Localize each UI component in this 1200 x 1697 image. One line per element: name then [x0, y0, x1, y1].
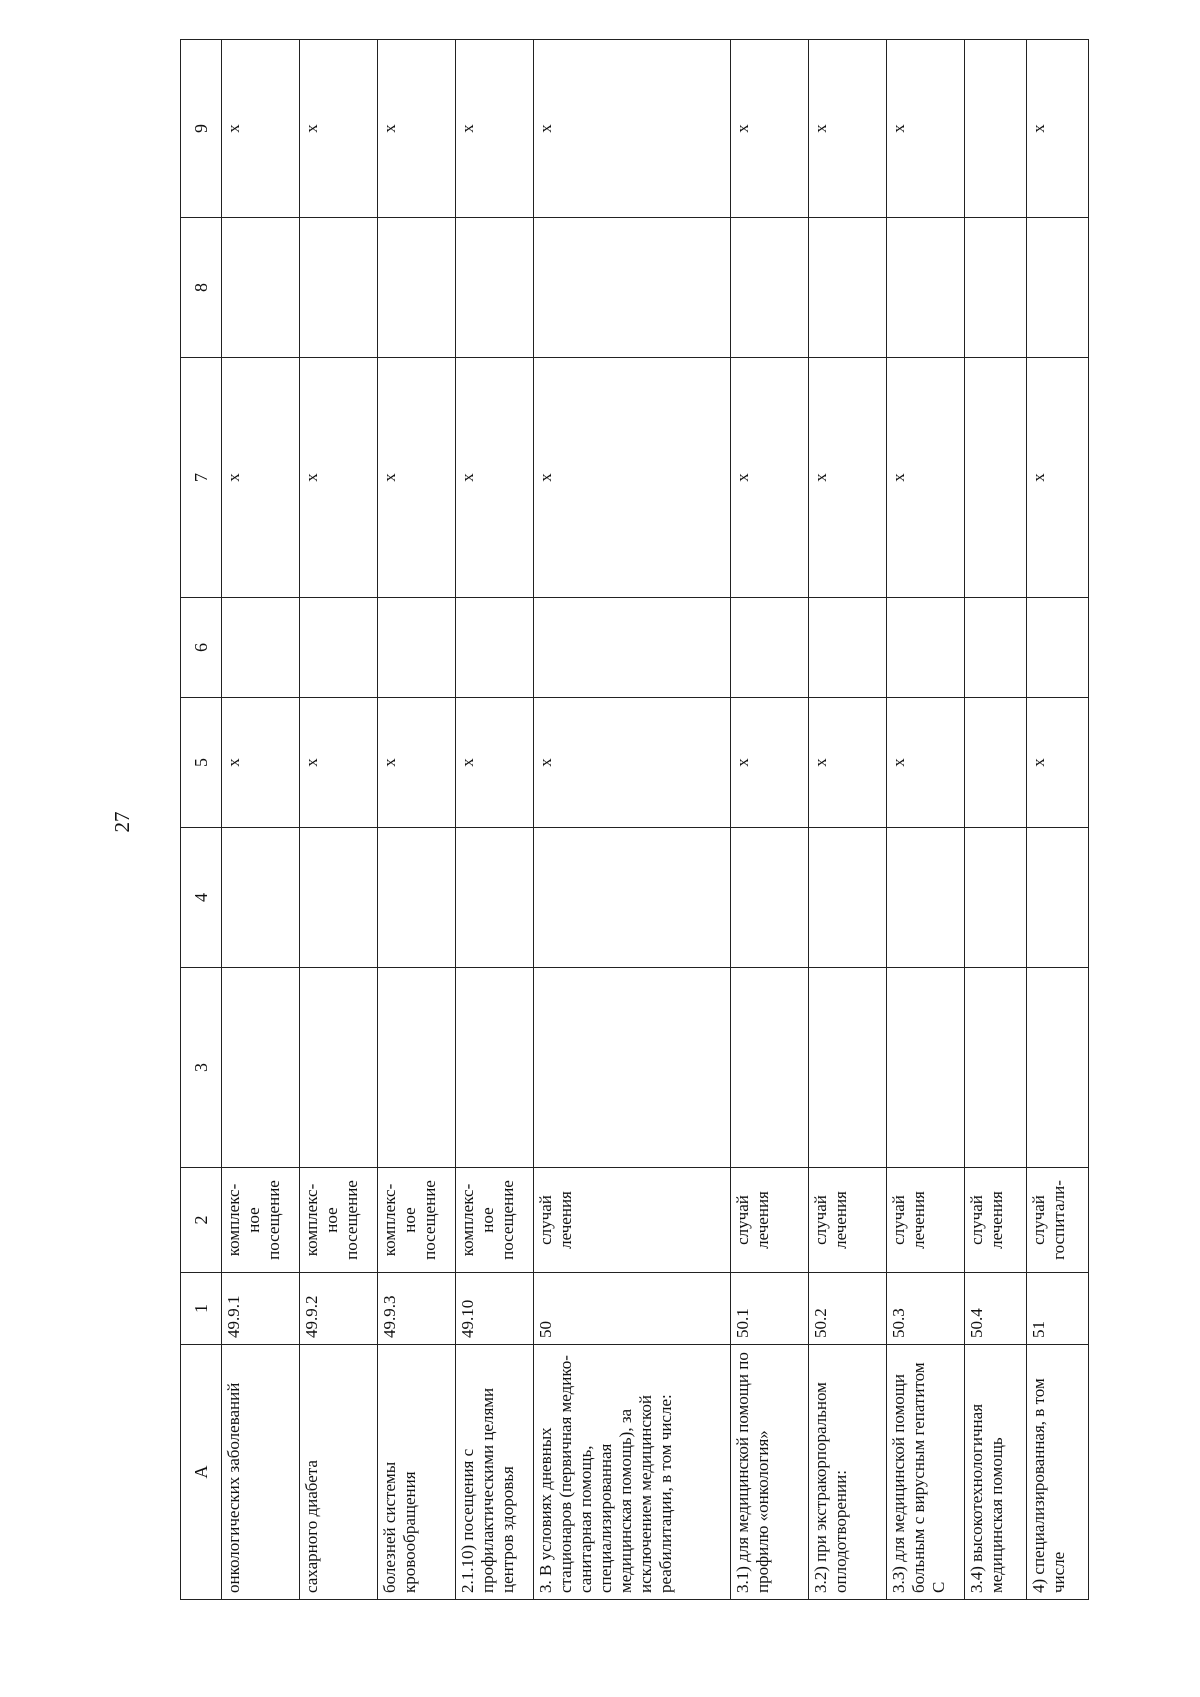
cell-col4 [456, 828, 534, 968]
cell-col8 [731, 218, 809, 358]
cell-col8 [809, 218, 887, 358]
header-6: 6 [181, 598, 222, 698]
cell-col5: x [809, 698, 887, 828]
cell-col7: x [378, 358, 456, 598]
cell-col9: x [378, 40, 456, 218]
cell-col6 [731, 598, 809, 698]
cell-col9: x [222, 40, 300, 218]
cell-col5: x [456, 698, 534, 828]
cell-col3 [809, 968, 887, 1168]
cell-col4 [300, 828, 378, 968]
row-name: 3.4) высокотехнологичная медицинская помощь [965, 1345, 1027, 1600]
cell-col6 [534, 598, 731, 698]
cell-col3 [534, 968, 731, 1168]
rotated-page [110, 40, 1080, 1600]
cell-col3 [300, 968, 378, 1168]
header-7: 7 [181, 358, 222, 598]
header-5: 5 [181, 698, 222, 828]
cell-col4 [965, 828, 1027, 968]
row-name: болезней системы кровообращения [378, 1345, 456, 1600]
row-unit: случай лечения [534, 1168, 731, 1273]
cell-col8 [222, 218, 300, 358]
row-unit: случай госпитали- [1027, 1168, 1089, 1273]
row-name: сахарного диабета [300, 1345, 378, 1600]
cell-col8 [378, 218, 456, 358]
table-row [887, 40, 965, 1600]
cell-col7: x [887, 358, 965, 598]
table-row [456, 40, 534, 1600]
cell-col6 [300, 598, 378, 698]
cell-col5: x [731, 698, 809, 828]
cell-col6 [1027, 598, 1089, 698]
row-name: 3.2) при экстракорпоральном оплодотворении: [809, 1345, 887, 1600]
table-row [378, 40, 456, 1600]
cell-col7: x [456, 358, 534, 598]
header-3: 3 [181, 968, 222, 1168]
row-unit: комплекс- ное посещение [378, 1168, 456, 1273]
row-name: 2.1.10) посещения с профилактическими целями центров здоровья [456, 1345, 534, 1600]
cell-col7 [965, 358, 1027, 598]
cell-col5: x [378, 698, 456, 828]
cell-col5 [965, 698, 1027, 828]
cell-col5: x [222, 698, 300, 828]
cell-col9: x [534, 40, 731, 218]
cell-col7: x [300, 358, 378, 598]
cell-col9: x [887, 40, 965, 218]
header-4: 4 [181, 828, 222, 968]
cell-col7: x [534, 358, 731, 598]
cell-col4 [1027, 828, 1089, 968]
cell-col6 [887, 598, 965, 698]
table-row [965, 40, 1027, 1600]
cell-col6 [965, 598, 1027, 698]
cell-col9: x [300, 40, 378, 218]
cell-col3 [965, 968, 1027, 1168]
cell-col6 [456, 598, 534, 698]
cell-col4 [378, 828, 456, 968]
row-name: 3.3) для медицинской помощи больным с вирусным гепатитом С [887, 1345, 965, 1600]
cell-col4 [222, 828, 300, 968]
table-row [534, 40, 731, 1600]
table-row [809, 40, 887, 1600]
cell-col3 [1027, 968, 1089, 1168]
row-number: 50.4 [965, 1273, 1027, 1345]
cell-col8 [456, 218, 534, 358]
row-number: 50.1 [731, 1273, 809, 1345]
row-number: 49.9.2 [300, 1273, 378, 1345]
table-row [222, 40, 300, 1600]
row-unit: комплекс- ное посещение [300, 1168, 378, 1273]
cell-col8 [534, 218, 731, 358]
cell-col5: x [300, 698, 378, 828]
cell-col3 [222, 968, 300, 1168]
cell-col6 [809, 598, 887, 698]
row-unit: случай лечения [731, 1168, 809, 1273]
cell-col5: x [534, 698, 731, 828]
header-row [181, 40, 222, 1600]
cell-col8 [965, 218, 1027, 358]
table-row [300, 40, 378, 1600]
header-9: 9 [181, 40, 222, 218]
row-name: 3.1) для медицинской помощи по профилю «онкология» [731, 1345, 809, 1600]
cell-col7: x [1027, 358, 1089, 598]
row-number: 50.3 [887, 1273, 965, 1345]
header-1: 1 [181, 1273, 222, 1345]
row-unit: комплекс- ное посещение [222, 1168, 300, 1273]
cell-col4 [534, 828, 731, 968]
cell-col8 [300, 218, 378, 358]
cell-col4 [887, 828, 965, 968]
cell-col3 [731, 968, 809, 1168]
cell-col5: x [887, 698, 965, 828]
header-a: A [181, 1345, 222, 1600]
cell-col3 [456, 968, 534, 1168]
table-row [731, 40, 809, 1600]
cell-col9: x [456, 40, 534, 218]
row-unit: случай лечения [965, 1168, 1027, 1273]
cell-col9 [965, 40, 1027, 218]
row-number: 49.9.1 [222, 1273, 300, 1345]
cell-col9: x [1027, 40, 1089, 218]
cell-col7: x [222, 358, 300, 598]
cell-col9: x [809, 40, 887, 218]
row-number: 49.10 [456, 1273, 534, 1345]
cell-col7: x [809, 358, 887, 598]
row-name: 4) специализированная, в том числе [1027, 1345, 1089, 1600]
cell-col4 [809, 828, 887, 968]
row-unit: случай лечения [887, 1168, 965, 1273]
cell-col6 [378, 598, 456, 698]
row-number: 51 [1027, 1273, 1089, 1345]
cell-col9: x [731, 40, 809, 218]
cell-col8 [887, 218, 965, 358]
row-unit: случай лечения [809, 1168, 887, 1273]
header-8: 8 [181, 218, 222, 358]
data-table [180, 39, 1089, 1600]
cell-col5: x [1027, 698, 1089, 828]
row-number: 50 [534, 1273, 731, 1345]
row-unit: комплекс- ное посещение [456, 1168, 534, 1273]
page-number: 27 [110, 811, 134, 833]
table-row [1027, 40, 1089, 1600]
cell-col8 [1027, 218, 1089, 358]
cell-col3 [887, 968, 965, 1168]
cell-col3 [378, 968, 456, 1168]
row-name: онкологических заболеваний [222, 1345, 300, 1600]
row-name: 3. В условиях дневных стационаров (первичная медико-санитарная помощь, специализированная медицинская помощь), за исключением медицинской реабилитации, в том числе: [534, 1345, 731, 1600]
row-number: 49.9.3 [378, 1273, 456, 1345]
cell-col7: x [731, 358, 809, 598]
cell-col4 [731, 828, 809, 968]
header-2: 2 [181, 1168, 222, 1273]
row-number: 50.2 [809, 1273, 887, 1345]
cell-col6 [222, 598, 300, 698]
